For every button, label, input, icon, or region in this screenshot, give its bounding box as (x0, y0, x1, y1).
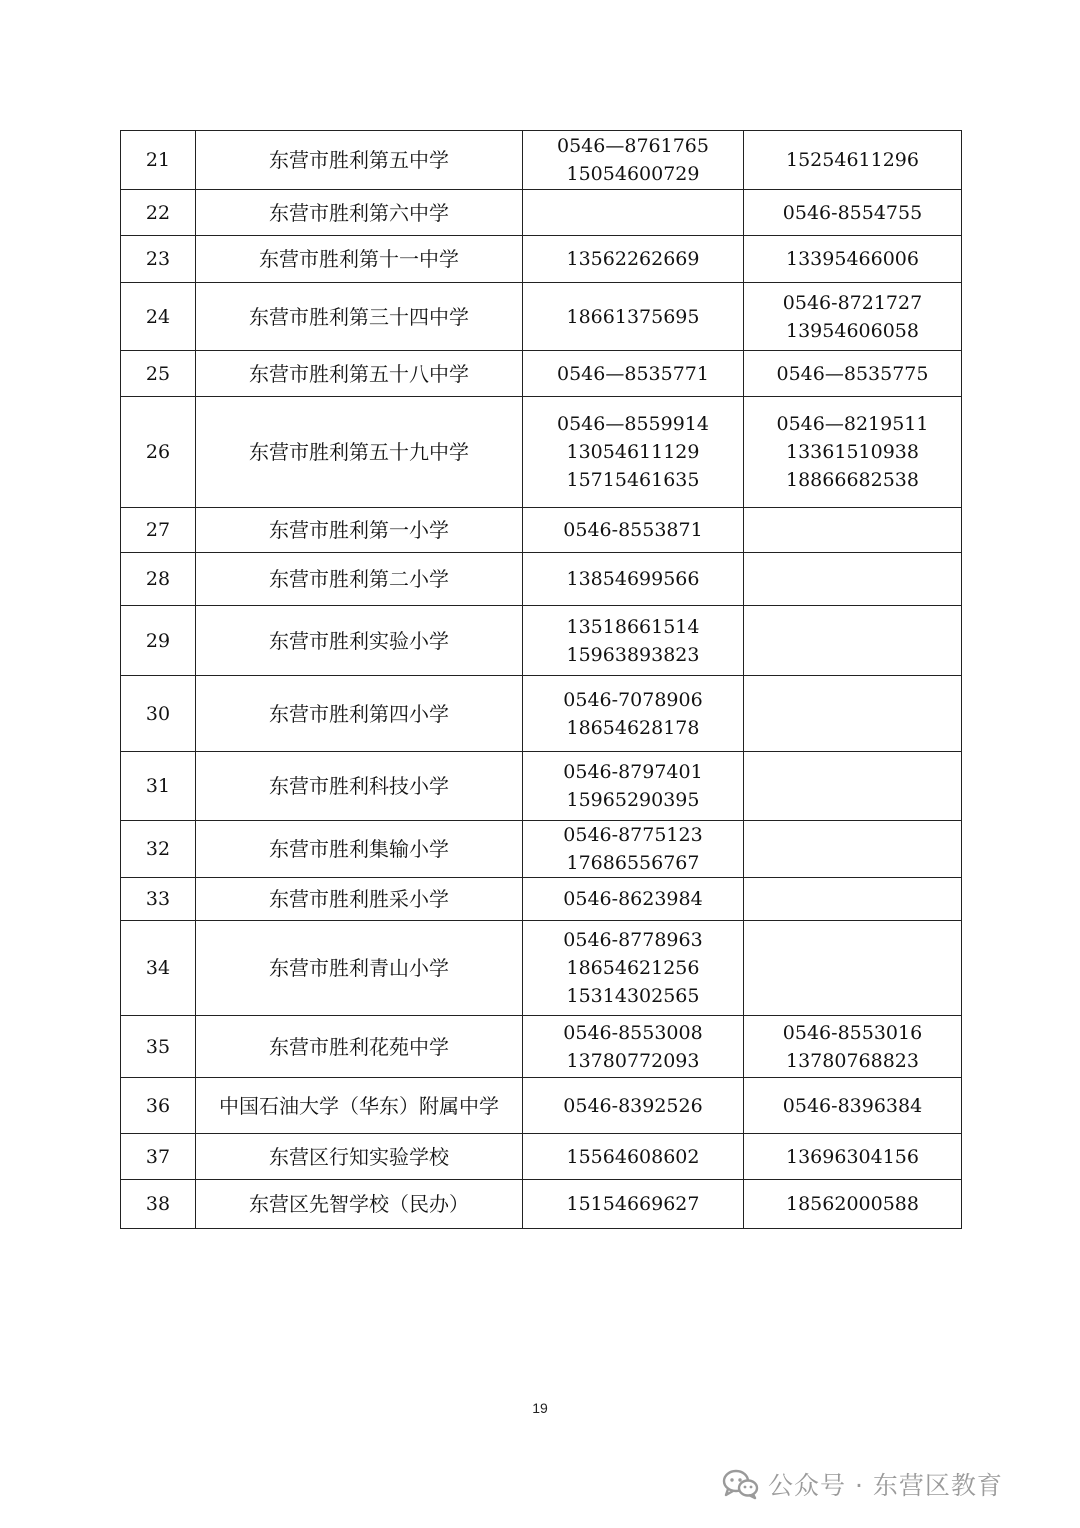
phone-line: 0546-7078906 (563, 688, 703, 711)
phone-primary (523, 190, 744, 236)
phone-secondary (744, 921, 962, 1016)
school-name: 东营市胜利第十一中学 (196, 236, 523, 283)
school-name: 东营市胜利第一小学 (196, 508, 523, 553)
phone-line: 0546-8778963 (563, 929, 703, 951)
table-row (121, 351, 962, 397)
phone-secondary (744, 190, 962, 236)
school-name: 中国石油大学（华东）附属中学 (196, 1078, 523, 1134)
school-name: 东营市胜利第五十九中学 (196, 397, 523, 508)
phone-secondary (744, 606, 962, 676)
phone-line: 13954606058 (786, 319, 919, 342)
phone-primary (523, 1016, 744, 1078)
phone-line: 0546—8535771 (557, 362, 709, 385)
phone-secondary (744, 553, 962, 606)
phone-secondary (744, 283, 962, 351)
phone-primary (523, 676, 744, 752)
phone-secondary (744, 878, 962, 921)
phone-line: 0546—8559914 (557, 413, 709, 435)
phone-secondary (744, 1016, 962, 1078)
wechat-icon (722, 1468, 760, 1500)
phone-primary (523, 878, 744, 921)
phone-primary (523, 1180, 744, 1229)
row-number: 26 (121, 397, 196, 508)
phone-line: 13395466006 (786, 248, 919, 270)
phone-line: 18562000588 (786, 1193, 919, 1215)
phone-line: 15054600729 (566, 163, 700, 185)
phone-secondary (744, 752, 962, 821)
row-number: 36 (121, 1078, 196, 1134)
phone-secondary (744, 1180, 962, 1229)
row-number: 30 (121, 676, 196, 752)
phone-line: 0546-8553016 (782, 1021, 923, 1044)
phone-primary (523, 351, 744, 397)
phone-secondary (744, 351, 962, 397)
phone-primary (523, 1134, 744, 1180)
phone-primary (523, 1078, 744, 1134)
row-number: 34 (121, 921, 196, 1016)
row-number: 23 (121, 236, 196, 283)
school-name: 东营市胜利第三十四中学 (196, 283, 523, 351)
table-row (121, 606, 962, 676)
wechat-watermark (722, 1464, 1003, 1504)
row-number: 24 (121, 283, 196, 351)
row-number: 35 (121, 1016, 196, 1078)
phone-primary (523, 283, 744, 351)
phone-primary (523, 508, 744, 553)
table-row (121, 1016, 962, 1078)
phone-line: 13518661514 (566, 615, 700, 638)
phone-secondary (744, 1078, 962, 1134)
phone-line: 0546—8219511 (776, 413, 929, 435)
school-name: 东营区行知实验学校 (196, 1134, 523, 1180)
phone-line: 13780768823 (786, 1049, 919, 1072)
table-row (121, 921, 962, 1016)
phone-secondary (744, 236, 962, 283)
school-name: 东营市胜利第五十八中学 (196, 351, 523, 397)
phone-line: 15715461635 (566, 469, 700, 491)
phone-line: 13562262669 (566, 248, 700, 270)
table-row (121, 1078, 962, 1134)
phone-line: 15254611296 (786, 149, 919, 171)
phone-primary (523, 752, 744, 821)
phone-line: 18661375695 (566, 305, 700, 328)
school-name: 东营市胜利胜采小学 (196, 878, 523, 921)
phone-line: 0546-8392526 (563, 1094, 703, 1117)
school-name: 东营市胜利集输小学 (196, 821, 523, 878)
phone-line: 0546—8535775 (776, 362, 929, 385)
row-number: 21 (121, 131, 196, 190)
row-number: 28 (121, 553, 196, 606)
phone-primary (523, 821, 744, 878)
phone-secondary (744, 821, 962, 878)
phone-line: 13361510938 (786, 441, 919, 463)
row-number: 33 (121, 878, 196, 921)
phone-line: 18654628178 (566, 716, 700, 739)
phone-line: 0546-8553871 (563, 519, 703, 541)
row-number: 32 (121, 821, 196, 878)
row-number: 27 (121, 508, 196, 553)
table-row (121, 190, 962, 236)
phone-secondary (744, 131, 962, 190)
phone-line: 18866682538 (786, 469, 919, 491)
phone-line: 13054611129 (566, 441, 700, 463)
phone-secondary (744, 1134, 962, 1180)
phone-line: 15965290395 (566, 789, 700, 811)
phone-line: 0546-8775123 (563, 824, 703, 846)
school-name: 东营市胜利第二小学 (196, 553, 523, 606)
school-name: 东营市胜利花苑中学 (196, 1016, 523, 1078)
table-row (121, 1180, 962, 1229)
row-number: 29 (121, 606, 196, 676)
phone-line: 13780772093 (566, 1049, 700, 1072)
school-name: 东营市胜利第六中学 (196, 190, 523, 236)
phone-line: 18654621256 (566, 957, 700, 979)
table-row (121, 821, 962, 878)
row-number: 31 (121, 752, 196, 821)
table-row (121, 553, 962, 606)
school-contact-table (120, 130, 962, 1229)
phone-line: 13854699566 (566, 568, 700, 590)
row-number: 37 (121, 1134, 196, 1180)
table-row (121, 676, 962, 752)
school-name: 东营市胜利科技小学 (196, 752, 523, 821)
phone-primary (523, 236, 744, 283)
phone-line: 0546-8797401 (563, 761, 703, 783)
table-row (121, 283, 962, 351)
phone-line: 0546-8553008 (563, 1021, 703, 1044)
phone-secondary (744, 508, 962, 553)
phone-primary (523, 553, 744, 606)
phone-line: 0546-8396384 (782, 1094, 923, 1117)
phone-line: 15154669627 (566, 1193, 700, 1215)
phone-line: 15314302565 (566, 985, 700, 1007)
school-name: 东营市胜利实验小学 (196, 606, 523, 676)
watermark-text: 公众号 · 东营区教育 (768, 1471, 1003, 1500)
phone-line: 0546-8623984 (563, 888, 703, 910)
phone-line: 17686556767 (566, 852, 700, 874)
phone-primary (523, 131, 744, 190)
table-row (121, 236, 962, 283)
phone-secondary (744, 397, 962, 508)
school-name: 东营市胜利第五中学 (196, 131, 523, 190)
school-name: 东营市胜利青山小学 (196, 921, 523, 1016)
phone-line: 0546—8761765 (557, 135, 709, 157)
phone-secondary (744, 676, 962, 752)
phone-line: 15564608602 (566, 1145, 700, 1168)
table-row (121, 878, 962, 921)
school-name: 东营区先智学校（民办） (196, 1180, 523, 1229)
row-number: 22 (121, 190, 196, 236)
phone-line: 15963893823 (566, 643, 700, 666)
row-number: 38 (121, 1180, 196, 1229)
phone-primary (523, 397, 744, 508)
table-row (121, 508, 962, 553)
phone-line: 0546-8554755 (782, 201, 923, 224)
table-row (121, 131, 962, 190)
phone-primary (523, 921, 744, 1016)
table-row (121, 1134, 962, 1180)
school-name: 东营市胜利第四小学 (196, 676, 523, 752)
table-row (121, 397, 962, 508)
row-number: 25 (121, 351, 196, 397)
table-body (121, 131, 962, 1229)
phone-line: 13696304156 (786, 1145, 919, 1168)
phone-primary (523, 606, 744, 676)
page-number: 19 (532, 1400, 548, 1416)
phone-line: 0546-8721727 (782, 291, 923, 314)
table-row (121, 752, 962, 821)
